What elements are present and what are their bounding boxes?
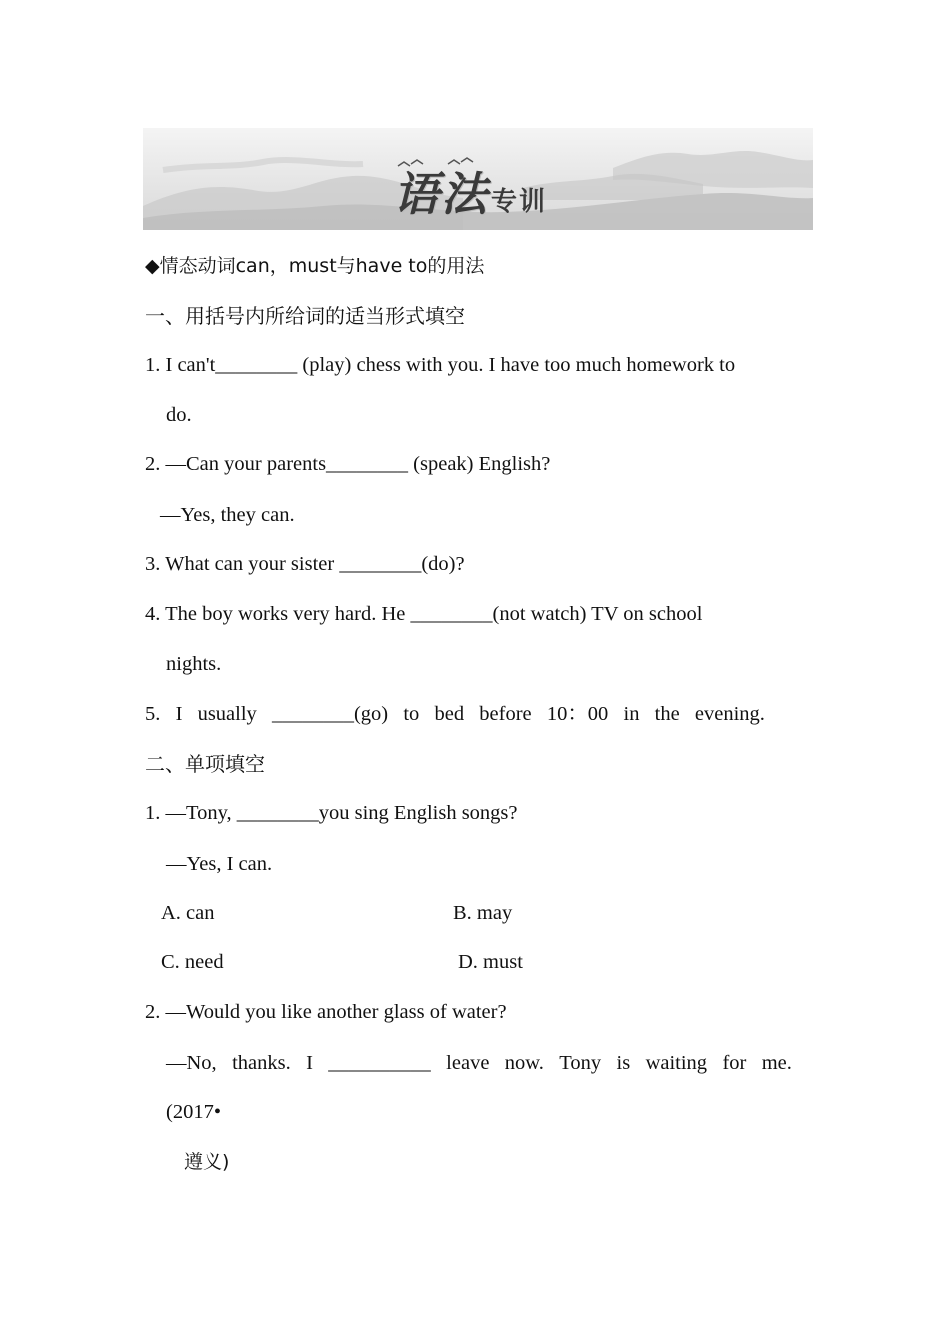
s2-q2-line3: (2017• bbox=[166, 1101, 222, 1123]
s2-q1-option-b: B. may bbox=[453, 902, 513, 924]
s2-q2-word: waiting bbox=[645, 1052, 708, 1074]
s2-q2-word: now. bbox=[504, 1052, 544, 1074]
s2-q2-word: Tony bbox=[559, 1052, 602, 1074]
s2-q2-word: me. bbox=[761, 1052, 792, 1074]
s1-q1-line2: do. bbox=[166, 404, 192, 426]
s2-q1-option-c: C. need bbox=[161, 951, 224, 973]
s1-q1-line1: 1. I can't________ (play) chess with you. I have too much homework to bbox=[145, 354, 736, 376]
s2-q2-line1: 2. —Would you like another glass of water? bbox=[145, 1001, 507, 1023]
s1-q5-word: 10：00 bbox=[546, 703, 609, 725]
s2-q1-option-a: A. can bbox=[161, 902, 215, 924]
s1-q2-line2: —Yes, they can. bbox=[160, 504, 295, 526]
s1-q5-word: usually bbox=[197, 703, 257, 725]
section2-heading: 二、单项填空 bbox=[145, 752, 265, 776]
s2-q2-line4: 遵义) bbox=[184, 1151, 230, 1173]
s2-q2-word: leave bbox=[446, 1052, 490, 1074]
s1-q5-word: 5. bbox=[145, 703, 161, 725]
s1-q5-word: ________(go) bbox=[271, 703, 389, 725]
s1-q3: 3. What can your sister ________(do)? bbox=[145, 553, 465, 575]
s1-q5-word: in bbox=[623, 703, 640, 725]
s2-q2-word: for bbox=[722, 1052, 747, 1074]
s1-q5-word: evening. bbox=[694, 703, 765, 725]
topic-line: ◆情态动词can，must与have to的用法 bbox=[145, 255, 485, 277]
section1-heading: 一、用括号内所给词的适当形式填空 bbox=[145, 304, 465, 328]
s1-q4-line1: 4. The boy works very hard. He ________(not watch) TV on school bbox=[145, 603, 703, 625]
s1-q2-line1: 2. —Can your parents________ (speak) English? bbox=[145, 453, 551, 475]
s2-q1-option-d: D. must bbox=[458, 951, 523, 973]
title-banner bbox=[143, 128, 813, 230]
banner-title bbox=[393, 158, 547, 224]
s1-q5-word: bed bbox=[434, 703, 465, 725]
banner-title-big: 语法 bbox=[393, 167, 489, 221]
s2-q2-word: —No, bbox=[166, 1052, 217, 1074]
s2-q2-word: thanks. bbox=[232, 1052, 291, 1074]
s1-q5-word: to bbox=[403, 703, 420, 725]
banner-title-small: 专训 bbox=[491, 187, 548, 217]
s2-q2-word: __________ bbox=[328, 1052, 431, 1074]
s1-q5-word: before bbox=[479, 703, 532, 725]
s2-q2-line2 bbox=[166, 1049, 792, 1077]
s2-q1-line2: —Yes, I can. bbox=[166, 853, 273, 875]
s1-q5-word: I bbox=[175, 703, 183, 725]
s2-q2-word: is bbox=[616, 1052, 631, 1074]
s2-q2-word: I bbox=[306, 1052, 313, 1074]
s1-q5-word: the bbox=[654, 703, 680, 725]
s1-q4-line2: nights. bbox=[166, 653, 222, 675]
s2-q1-line1: 1. —Tony, ________you sing English songs? bbox=[145, 802, 518, 824]
s1-q5 bbox=[145, 700, 765, 728]
